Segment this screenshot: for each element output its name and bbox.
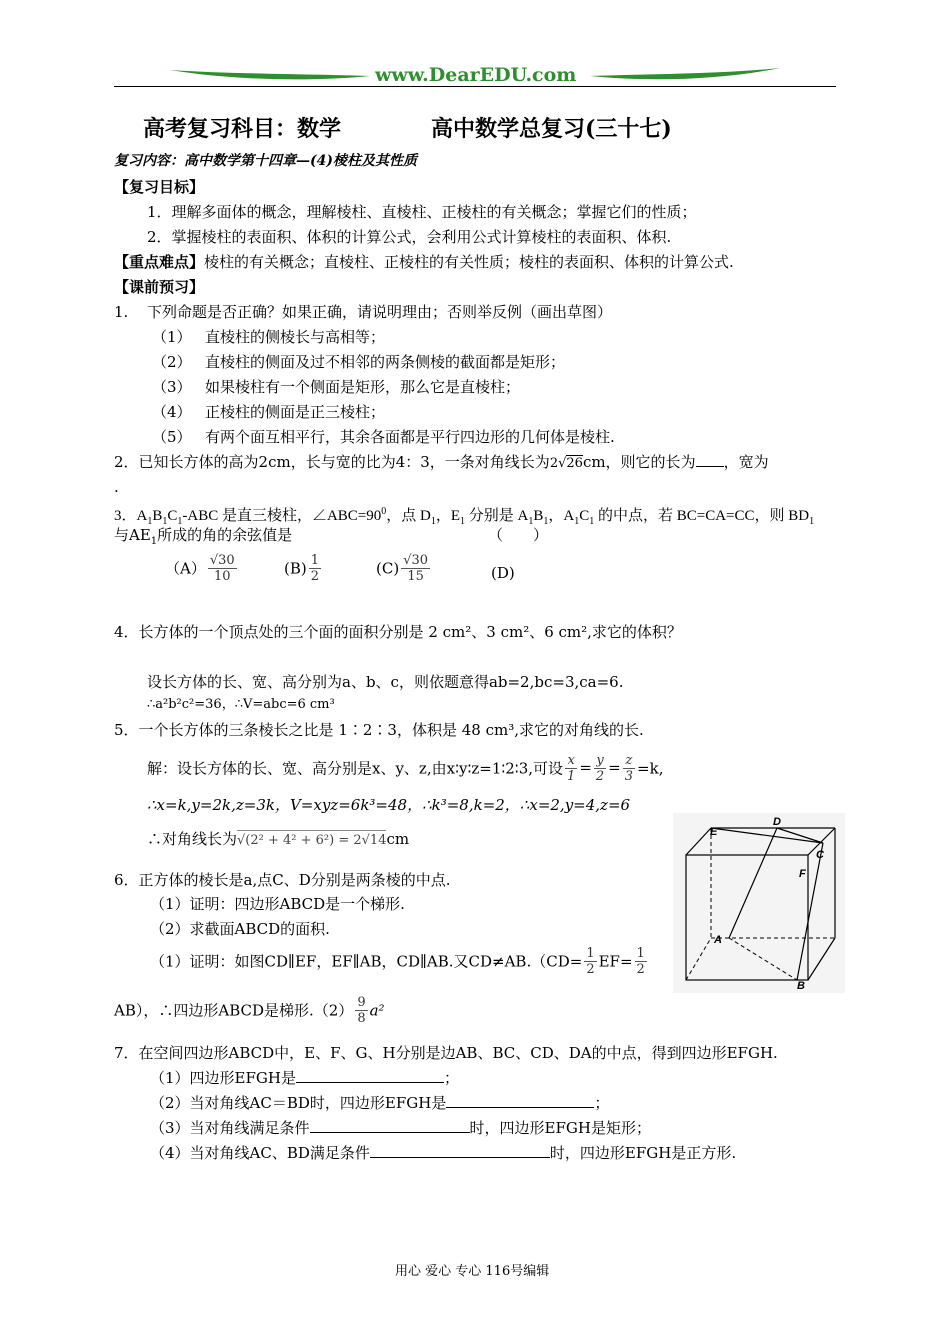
- goal-item-1: 1．理解多面体的概念，理解棱柱、直棱柱、正棱柱的有关概念；掌握它们的性质；: [147, 203, 697, 221]
- q3-option-b-label: (B): [284, 559, 307, 578]
- q3-answer-paren: （ ）: [488, 526, 549, 544]
- q6-frac-half-2: $\frac{1}{2}$: [636, 946, 645, 977]
- key-points: [114, 252, 734, 272]
- q6-solution-2: [114, 995, 385, 1026]
- q1-item-4-num: （4）: [152, 403, 192, 421]
- q5-frac-y: $\frac{y}{2}$: [595, 753, 605, 784]
- q1-item-3-num: （3）: [152, 378, 192, 396]
- q7-sub-4: [150, 1143, 736, 1163]
- preview-heading: 【课前预习】: [114, 278, 205, 296]
- q3-option-c-label: (C): [376, 559, 400, 578]
- review-content: 复习内容：高中数学第十四章—(4)棱柱及其性质: [114, 153, 417, 169]
- q3-option-a[interactable]: [165, 553, 239, 584]
- q3-option-b-frac: $\frac{1}{2}$: [310, 553, 320, 584]
- site-logo[interactable]: www.DearEDU.com: [375, 64, 577, 86]
- page-title-left: 高考复习科目：数学: [143, 116, 342, 142]
- q5-solution-2: ∴x=k,y=2k,z=3k，V=xyz=6k³=48，∴k³=8,k=2，∴x=2,y=4,z=6: [147, 796, 631, 814]
- header-rule: [114, 86, 836, 87]
- fig-label-e: E: [710, 826, 718, 838]
- fig-label-b: B: [797, 980, 805, 992]
- q6-solution-1-mid: EF=: [598, 952, 633, 971]
- q4-text: 4．长方体的一个顶点处的三个面的面积分别是 2 cm²、3 cm²、6 cm²,求它的体积？: [114, 623, 682, 641]
- q7-sub-2-b: ；: [594, 1094, 610, 1112]
- q6-solution-1: [150, 946, 649, 977]
- q6-solution-1-text: （1）证明：如图CD∥EF，EF∥AB，CD∥AB.又CD≠AB.（CD=: [150, 952, 583, 971]
- q7-sub-2: [150, 1093, 609, 1113]
- q6-solution-2-text: AB），∴四边形ABCD是梯形.（2）: [114, 1001, 354, 1020]
- key-points-heading: 【重点难点】: [114, 253, 205, 271]
- q2-text-b: cm，则它的长为: [582, 453, 696, 471]
- key-points-text: 棱柱的有关概念；直棱柱、正棱柱的有关性质；棱柱的表面积、体积的计算公式.: [204, 253, 734, 271]
- q3-option-a-label: （A）: [165, 559, 206, 578]
- q4-solution-1: 设长方体的长、宽、高分别为a、b、c，则依题意得ab=2,bc=3,ca=6.: [147, 673, 624, 691]
- q5-solution-3-text: ∴对角线长为: [147, 830, 238, 848]
- q5-frac-z: $\frac{z}{3}$: [624, 753, 634, 784]
- q1-item-5-num: （5）: [152, 428, 192, 446]
- q6-text: 6．正方体的棱长是a,点C、D分别是两条棱的中点.: [114, 871, 451, 889]
- q1-item-4: 正棱柱的侧面是正三棱柱；: [205, 403, 386, 421]
- q4-solution-2: ∴a²b²c²=36，∴V=abc=6 cm³: [147, 697, 335, 712]
- q7-blank-3[interactable]: [310, 1118, 470, 1133]
- q6-solution-2-end: a²: [369, 1001, 385, 1020]
- q2-line: [114, 452, 769, 474]
- q1-item-2: 直棱柱的侧面及过不相邻的两条侧棱的截面都是矩形；: [205, 353, 566, 371]
- q3-option-b[interactable]: [284, 553, 323, 584]
- q1-item-5: 有两个面互相平行，其余各面都是平行四边形的几何体是棱柱.: [205, 428, 615, 446]
- q7-sub-3: [150, 1118, 651, 1138]
- q3-option-c[interactable]: [376, 553, 432, 584]
- cube-figure: [673, 813, 845, 993]
- q1-item-3: 如果棱柱有一个侧面是矩形，那么它是直棱柱；: [205, 378, 521, 396]
- q3-option-d[interactable]: (D): [491, 564, 515, 582]
- goal-item-2: 2．掌握棱柱的表面积、体积的计算公式，会利用公式计算棱柱的表面积、体积.: [147, 228, 672, 246]
- q5-frac-x: $\frac{x}{1}$: [567, 753, 576, 784]
- q2-radical-coef: 2: [549, 456, 559, 471]
- q3-line2-b: 所成的角的余弦值是: [157, 526, 293, 544]
- q3-line-2: 与$AE_1$所成的角的余弦值是: [114, 526, 293, 547]
- q2-radical-sign: √: [558, 456, 567, 471]
- fig-label-f: F: [799, 868, 806, 880]
- fig-label-a: A: [714, 934, 722, 946]
- q7-sub-1-a: （1）四边形EFGH是: [150, 1069, 296, 1087]
- q7-sub-3-b: 时，四边形EFGH是矩形；: [469, 1119, 651, 1137]
- fig-label-c: C: [816, 849, 824, 861]
- q7-sub-4-b: 时，四边形EFGH是正方形.: [549, 1144, 737, 1162]
- q3-line-1: 3．$A_1B_1C_1$-ABC 是直三棱柱，$\angle ABC=90^0$，点 $D_1$，$E_1$ 分别是 $A_1B_1$，$A_1C_1$ 的中点，若 BC=CA=CC，则 $BD_1$: [114, 506, 815, 527]
- q5-text: 5．一个长方体的三条棱长之比是 1∶2∶3，体积是 48 cm³,求它的对角线的长.: [114, 721, 644, 739]
- goals-heading: 【复习目标】: [114, 178, 205, 196]
- q5-diagonal-expr: √(2² + 4² + 6²) = 2√14: [237, 830, 386, 851]
- q2-period: .: [114, 478, 119, 496]
- page-title-right: 高中数学总复习(三十七): [431, 116, 672, 142]
- q5-solution-3: [147, 820, 409, 851]
- q7-blank-2[interactable]: [446, 1093, 594, 1108]
- q5-solution-1-end: =k,: [637, 759, 664, 778]
- q3-line2-a: 与AE: [114, 526, 151, 544]
- q2-blank-length[interactable]: [696, 452, 724, 467]
- q1-item-1: 直棱柱的侧棱长与高相等；: [205, 328, 386, 346]
- q6-frac-half-1: $\frac{1}{2}$: [586, 946, 595, 977]
- q2-radical: 26: [566, 456, 583, 471]
- q7-sub-3-a: （3）当对角线满足条件: [150, 1119, 310, 1137]
- q1-item-2-num: （2）: [152, 353, 192, 371]
- page-footer: 用心 爱心 专心 116号编辑: [395, 1264, 550, 1279]
- header-swoosh-left: [170, 62, 370, 84]
- q1-item-1-num: （1）: [152, 328, 192, 346]
- q3-option-c-frac: $\frac{√30}{15}$: [403, 553, 429, 584]
- q2-text-c: ，宽为: [723, 453, 769, 471]
- q7-blank-1[interactable]: [296, 1068, 444, 1083]
- q5-solution-1-text: 解：设长方体的长、宽、高分别是x、y、z,由x∶y∶z=1∶2∶3,可设: [147, 759, 564, 778]
- q7-sub-1: [150, 1068, 459, 1088]
- q7-sub-2-a: （2）当对角线AC＝BD时，四边形EFGH是: [150, 1094, 447, 1112]
- q7-sub-1-b: ；: [443, 1069, 459, 1087]
- q7-blank-4[interactable]: [370, 1143, 550, 1158]
- q5-unit: cm: [386, 830, 410, 848]
- q2-text-a: 2．已知长方体的高为2cm，长与宽的比为4：3，一条对角线长为: [114, 453, 550, 471]
- q7-sub-4-a: （4）当对角线AC、BD满足条件: [150, 1144, 370, 1162]
- fig-label-d: D: [773, 816, 781, 828]
- q1-number: 1.: [114, 303, 129, 321]
- q6-frac-nine-eighths: $\frac{9}{8}$: [357, 995, 366, 1026]
- header-swoosh-right: [590, 62, 780, 84]
- q5-solution-1: 解：设长方体的长、宽、高分别是x、y、z,由x∶y∶z=1∶2∶3,可设 $\frac{x}{1}$ = $\frac{y}{2}$ = $\frac{z}{3}$ =k,: [147, 753, 664, 784]
- q7-text: 7．在空间四边形ABCD中，E、F、G、H分别是边AB、BC、CD、DA的中点，得到四边形EFGH.: [114, 1044, 778, 1062]
- q3-option-a-frac: $\frac{√30}{10}$: [209, 553, 235, 584]
- q6-sub-2: （2）求截面ABCD的面积.: [150, 920, 330, 938]
- q6-sub-1: （1）证明：四边形ABCD是一个梯形.: [150, 895, 405, 913]
- q1-text: 下列命题是否正确？如果正确，请说明理由；否则举反例（画出草图）: [147, 303, 613, 321]
